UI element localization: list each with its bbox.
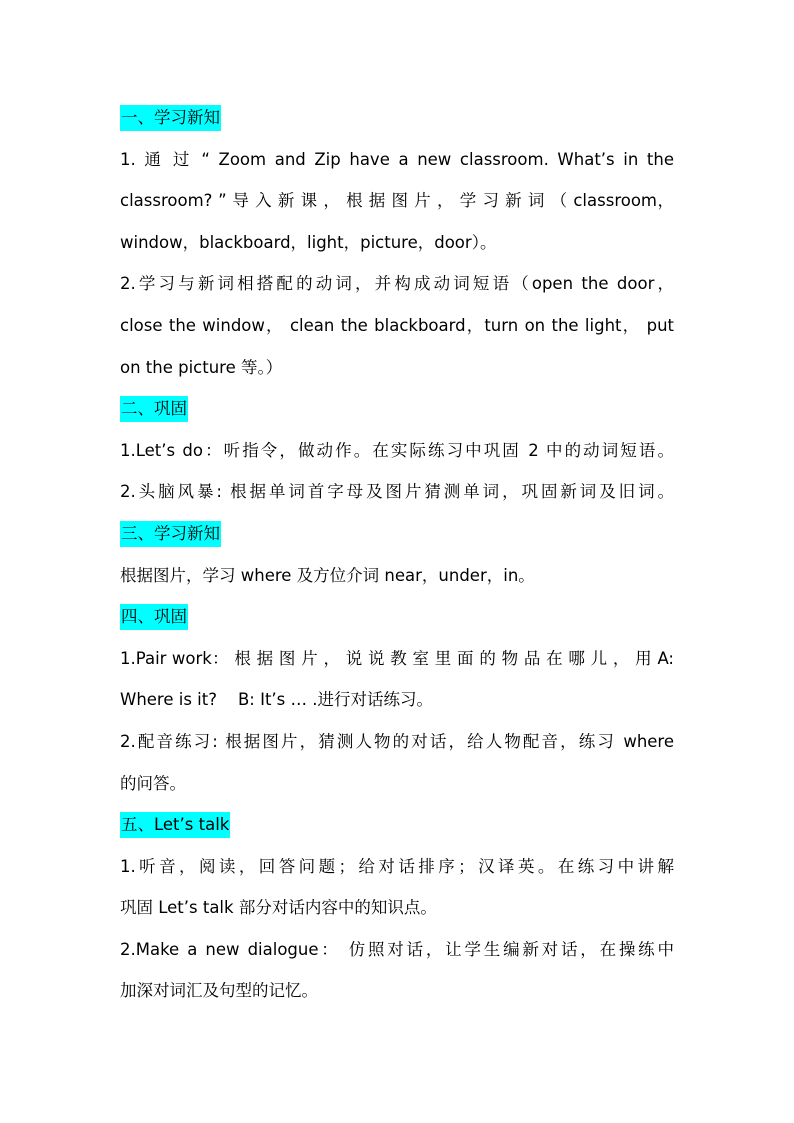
body-line: on the picture 等。） (120, 357, 283, 377)
highlighted-heading-text: 四、巩固 (120, 604, 188, 630)
highlighted-heading-text: 一、学习新知 (120, 105, 221, 131)
body-line: close the window， clean the blackboard，turn on the light， put (120, 315, 674, 335)
body-line: Where is it? B: It’s … .进行对话练习。 (120, 690, 433, 710)
body-line: 2.配音练习: 根据图片，猜测人物的对话，给人物配音，练习 where (120, 731, 674, 751)
section-heading (120, 97, 674, 139)
section-heading (120, 513, 674, 555)
body-line: 1. 通 过 “ Zoom and Zip have a new classroom. What’s in the (120, 149, 674, 169)
body-line: 加深对词汇及句型的记忆。 (120, 981, 318, 1001)
body-line: 2.头脑风暴: 根据单词首字母及图片猜测单词，巩固新词及旧词。 (120, 482, 674, 502)
body-line: 巩固 Let’s talk 部分对话内容中的知识点。 (120, 898, 437, 918)
body-line: 的问答。 (120, 773, 186, 793)
body-line: classroom? ” 导 入 新 课 ， 根 据 图 片 ， 学 习 新 词 （ classroom， (120, 191, 674, 211)
body-line: 1.听音，阅读，回答问题；给对话排序；汉译英。在练习中讲解 (120, 856, 674, 876)
body-line: 1.Let’s do：听指令，做动作。在实际练习中巩固 2 中的动词短语。 (120, 440, 674, 460)
highlighted-heading-text: 五、Let’s talk (120, 812, 230, 838)
section-heading (120, 804, 674, 846)
section-heading (120, 596, 674, 638)
document-body (120, 97, 674, 1012)
body-line: 根据图片，学习 where 及方位介词 near，under，in。 (120, 565, 535, 585)
body-line: 2.Make a new dialogue： 仿照对话，让学生编新对话，在操练中 (120, 939, 674, 959)
section-heading (120, 388, 674, 430)
body-line: 2.学习与新词相搭配的动词，并构成动词短语（open the door， (120, 274, 674, 294)
highlighted-heading-text: 二、巩固 (120, 396, 188, 422)
body-line: window，blackboard，light，picture，door）。 (120, 232, 497, 252)
body-line: 1.Pair work： 根 据 图 片 ， 说 说 教 室 里 面 的 物 品 在 哪 儿 ， 用 A: (120, 648, 674, 668)
highlighted-heading-text: 三、学习新知 (120, 521, 221, 547)
